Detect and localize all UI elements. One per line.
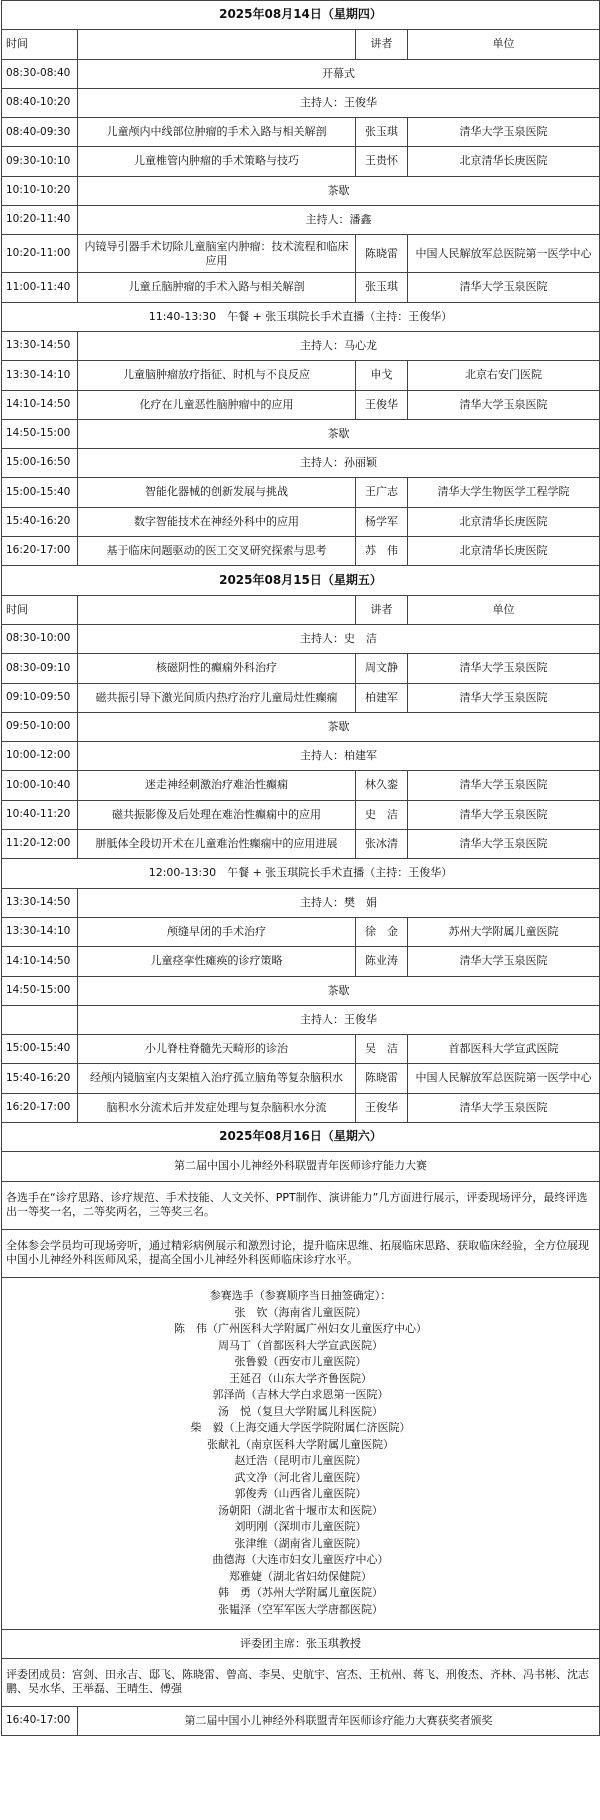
talk-time: 13:30-14:10 <box>2 361 78 390</box>
header-unit: 单位 <box>408 595 600 624</box>
participant-item: 郭俊秀（山西省儿童医院） <box>234 1487 367 1501</box>
participants-row <box>2 1277 600 1629</box>
talk-title: 儿童脑肿瘤放疗指征、时机与不良反应 <box>78 361 356 390</box>
header-unit: 单位 <box>408 30 600 59</box>
session-time: 08:30-10:00 <box>2 624 78 653</box>
talk-speaker: 吴 洁 <box>356 1035 408 1064</box>
talk-title: 经颅内镜脑室内支架植入治疗孤立脑角等复杂脑积水 <box>78 1064 356 1093</box>
talk-unit: 北京清华长庚医院 <box>408 507 600 536</box>
talk-row <box>2 771 600 800</box>
competition-title-row <box>2 1152 600 1181</box>
talk-time: 10:20-11:00 <box>2 235 78 273</box>
talk-speaker: 张冰清 <box>356 830 408 859</box>
session-row <box>2 419 600 448</box>
session-row <box>2 88 600 117</box>
talk-speaker: 陈晓雷 <box>356 235 408 273</box>
session-row <box>2 59 600 88</box>
talk-unit: 清华大学玉泉医院 <box>408 273 600 302</box>
talk-title: 数字智能技术在神经外科中的应用 <box>78 507 356 536</box>
talk-speaker: 张玉琪 <box>356 118 408 147</box>
talk-time: 10:40-11:20 <box>2 800 78 829</box>
participant-item: 武文净（河北省儿童医院） <box>234 1470 367 1484</box>
talk-row <box>2 1093 600 1122</box>
participant-item: 柴 毅（上海交通大学医学院附属仁济医院） <box>190 1421 411 1435</box>
talk-title: 磁共振引导下激光间质内热疗治疗儿童局灶性癫痫 <box>78 683 356 712</box>
judge-chair-row <box>2 1629 600 1658</box>
participant-item: 张 钦（海南省儿童医院） <box>234 1305 367 1319</box>
talk-title: 儿童椎管内肿瘤的手术策略与技巧 <box>78 147 356 176</box>
competition-desc-row <box>2 1229 600 1277</box>
talk-row <box>2 1035 600 1064</box>
session-time: 15:00-16:50 <box>2 449 78 478</box>
talk-time: 10:00-10:40 <box>2 771 78 800</box>
session-text: 主持人：柏建军 <box>78 742 600 771</box>
day-date: 2025年08月16日（星期六） <box>2 1122 600 1151</box>
session-text: 主持人：孙丽颖 <box>78 449 600 478</box>
talk-time: 09:10-09:50 <box>2 683 78 712</box>
talk-time: 08:30-09:10 <box>2 654 78 683</box>
talk-title: 儿童颅内中线部位肿瘤的手术入路与相关解剖 <box>78 118 356 147</box>
participant-item: 曲德海（大连市妇女儿童医疗中心） <box>212 1553 389 1567</box>
session-text: 开幕式 <box>78 59 600 88</box>
session-time: 10:20-11:40 <box>2 206 78 235</box>
participants-header: 参赛选手（参赛顺序当日抽签确定）： <box>209 1289 392 1303</box>
talk-speaker: 苏 伟 <box>356 537 408 566</box>
judges-row <box>2 1658 600 1706</box>
talk-row <box>2 273 600 302</box>
session-text: 茶歇 <box>78 176 600 205</box>
talk-unit: 清华大学玉泉医院 <box>408 800 600 829</box>
talk-unit: 首都医科大学宣武医院 <box>408 1035 600 1064</box>
session-row <box>2 449 600 478</box>
talk-time: 14:10-14:50 <box>2 390 78 419</box>
talk-row <box>2 507 600 536</box>
participants-cell <box>2 1277 600 1629</box>
schedule-table <box>1 0 600 1736</box>
talk-time: 15:40-16:20 <box>2 1064 78 1093</box>
talk-title: 小儿脊柱脊髓先天畸形的诊治 <box>78 1035 356 1064</box>
session-row <box>2 712 600 741</box>
talk-title: 胼胝体全段切开术在儿童难治性癫痫中的应用进展 <box>78 830 356 859</box>
talk-unit: 清华大学玉泉医院 <box>408 654 600 683</box>
talk-speaker: 林久銮 <box>356 771 408 800</box>
session-time: 08:40-10:20 <box>2 88 78 117</box>
session-row <box>2 976 600 1005</box>
talk-time: 15:00-15:40 <box>2 478 78 507</box>
participant-item: 汤朝阳（湖北省十堰市太和医院） <box>218 1503 383 1517</box>
talk-time: 14:10-14:50 <box>2 947 78 976</box>
session-text: 茶歇 <box>78 976 600 1005</box>
header-time: 时间 <box>2 595 78 624</box>
talk-row <box>2 235 600 273</box>
talk-unit: 清华大学玉泉医院 <box>408 390 600 419</box>
talk-speaker: 陈晓雷 <box>356 1064 408 1093</box>
talk-unit: 清华大学玉泉医院 <box>408 1093 600 1122</box>
header-speaker: 讲者 <box>356 595 408 624</box>
talk-speaker: 杨学军 <box>356 507 408 536</box>
session-text: 主持人：马心龙 <box>78 331 600 360</box>
talk-speaker: 陈业涛 <box>356 947 408 976</box>
talk-unit: 清华大学玉泉医院 <box>408 683 600 712</box>
award-time: 16:40-17:00 <box>2 1706 78 1735</box>
participant-item: 张献礼（南京医科大学附属儿童医院） <box>207 1437 394 1451</box>
session-row <box>2 888 600 917</box>
session-text: 主持人：史 洁 <box>78 624 600 653</box>
talk-title: 智能化器械的创新发展与挑战 <box>78 478 356 507</box>
talk-speaker: 王俊华 <box>356 1093 408 1122</box>
day-date-row <box>2 566 600 595</box>
talk-title: 基于临床问题驱动的医工交叉研究探索与思考 <box>78 537 356 566</box>
session-time: 14:50-15:00 <box>2 419 78 448</box>
audience-desc: 全体参会学员均可现场旁听，通过精彩病例展示和激烈讨论，提升临床思维、拓展临床思路、获取临床经验，全方位展现中国小儿神经外科医师风采，提高全国小儿神经外科医师临床诊疗水平。 <box>2 1229 600 1277</box>
talk-title: 内镜导引器手术切除儿童脑室内肿瘤：技术流程和临床应用 <box>78 235 356 273</box>
talk-unit: 北京清华长庚医院 <box>408 147 600 176</box>
talk-speaker: 周文静 <box>356 654 408 683</box>
session-text: 茶歇 <box>78 712 600 741</box>
session-time: 13:30-14:50 <box>2 888 78 917</box>
talk-unit: 中国人民解放军总医院第一医学中心 <box>408 235 600 273</box>
participant-item: 刘明刚（深圳市儿童医院） <box>234 1520 367 1534</box>
talk-unit: 清华大学玉泉医院 <box>408 947 600 976</box>
table-header-row <box>2 595 600 624</box>
talk-unit: 清华大学玉泉医院 <box>408 118 600 147</box>
header-title <box>78 595 356 624</box>
talk-unit: 清华大学玉泉医院 <box>408 830 600 859</box>
talk-row <box>2 537 600 566</box>
session-row <box>2 331 600 360</box>
lunch-text: 11:40-13:30 午餐 + 张玉琪院长手术直播（主持：王俊华） <box>2 302 600 331</box>
participant-item: 汤 悦（复旦大学附属儿科医院） <box>218 1404 383 1418</box>
talk-time: 16:20-17:00 <box>2 1093 78 1122</box>
talk-title: 颅缝早闭的手术治疗 <box>78 917 356 946</box>
talk-row <box>2 683 600 712</box>
header-time: 时间 <box>2 30 78 59</box>
talk-row <box>2 147 600 176</box>
participant-item: 郑雅婕（湖北省妇幼保健院） <box>229 1569 372 1583</box>
award-text: 第二届中国小儿神经外科联盟青年医师诊疗能力大赛获奖者颁奖 <box>78 1706 600 1735</box>
session-row <box>2 624 600 653</box>
talk-speaker: 王俊华 <box>356 390 408 419</box>
talk-speaker: 张玉琪 <box>356 273 408 302</box>
lunch-text: 12:00-13:30 午餐 + 张玉琪院长手术直播（主持：王俊华） <box>2 859 600 888</box>
session-row <box>2 742 600 771</box>
talk-row <box>2 361 600 390</box>
talk-title: 儿童丘脑肿瘤的手术入路与相关解剖 <box>78 273 356 302</box>
participant-item: 陈 伟（广州医科大学附属广州妇女儿童医疗中心） <box>174 1322 427 1336</box>
session-time: 10:00-12:00 <box>2 742 78 771</box>
participant-item: 王延召（山东大学齐鲁医院） <box>229 1371 372 1385</box>
talk-row <box>2 118 600 147</box>
talk-row <box>2 830 600 859</box>
day-date-row <box>2 1 600 30</box>
talk-speaker: 史 洁 <box>356 800 408 829</box>
talk-title: 脑积水分流术后并发症处理与复杂脑积水分流 <box>78 1093 356 1122</box>
session-row <box>2 206 600 235</box>
day-date: 2025年08月15日（星期五） <box>2 566 600 595</box>
talk-time: 11:20-12:00 <box>2 830 78 859</box>
participant-item: 赵迁浩（昆明市儿童医院） <box>234 1454 367 1468</box>
talk-speaker: 王广志 <box>356 478 408 507</box>
header-title <box>78 30 356 59</box>
competition-title: 第二届中国小儿神经外科联盟青年医师诊疗能力大赛 <box>2 1152 600 1181</box>
session-text: 主持人：王俊华 <box>78 1005 600 1034</box>
talk-title: 迷走神经刺激治疗难治性癫痫 <box>78 771 356 800</box>
session-time: 08:30-08:40 <box>2 59 78 88</box>
talk-row <box>2 1064 600 1093</box>
talk-speaker: 徐 金 <box>356 917 408 946</box>
session-row <box>2 1005 600 1034</box>
talk-unit: 中国人民解放军总医院第一医学中心 <box>408 1064 600 1093</box>
participant-item: 周马丁（首都医科大学宣武医院） <box>218 1338 383 1352</box>
talk-row <box>2 390 600 419</box>
award-row <box>2 1706 600 1735</box>
talk-time: 08:40-09:30 <box>2 118 78 147</box>
lunch-row <box>2 302 600 331</box>
session-time: 14:50-15:00 <box>2 976 78 1005</box>
talk-unit: 清华大学玉泉医院 <box>408 771 600 800</box>
talk-unit: 北京右安门医院 <box>408 361 600 390</box>
judges-list: 评委团成员：宫剑、田永吉、邸飞、陈晓雷、曾高、李昊、史航宇、宫杰、王杭州、蒋飞、刑俊杰、齐林、冯书彬、沈志鹏、吴水华、王举磊、王晴生、傅强 <box>2 1658 600 1706</box>
talk-title: 化疗在儿童恶性脑肿瘤中的应用 <box>78 390 356 419</box>
participant-item: 郭泽尚（吉林大学白求恩第一医院） <box>212 1388 389 1402</box>
session-row <box>2 176 600 205</box>
talk-speaker: 柏建军 <box>356 683 408 712</box>
header-speaker: 讲者 <box>356 30 408 59</box>
session-time: 13:30-14:50 <box>2 331 78 360</box>
session-time: 10:10-10:20 <box>2 176 78 205</box>
participant-item: 张鲁毅（西安市儿童医院） <box>234 1355 367 1369</box>
talk-unit: 苏州大学附属儿童医院 <box>408 917 600 946</box>
talk-speaker: 王贵怀 <box>356 147 408 176</box>
talk-title: 儿童痉挛性瘫痪的诊疗策略 <box>78 947 356 976</box>
competition-desc-row <box>2 1181 600 1229</box>
talk-time: 15:00-15:40 <box>2 1035 78 1064</box>
day-date-row <box>2 1122 600 1151</box>
talk-unit: 清华大学生物医学工程学院 <box>408 478 600 507</box>
schedule-body <box>2 1 600 1736</box>
session-text: 主持人：王俊华 <box>78 88 600 117</box>
talk-time: 15:40-16:20 <box>2 507 78 536</box>
participant-item: 张津维（湖南省儿童医院） <box>234 1536 367 1550</box>
judge-chair: 评委团主席：张玉琪教授 <box>2 1629 600 1658</box>
talk-row <box>2 947 600 976</box>
session-text: 主持人：樊 娟 <box>78 888 600 917</box>
talk-title: 核磁阴性的癫痫外科治疗 <box>78 654 356 683</box>
talk-row <box>2 478 600 507</box>
talk-time: 11:00-11:40 <box>2 273 78 302</box>
lunch-row <box>2 859 600 888</box>
talk-time: 09:30-10:10 <box>2 147 78 176</box>
talk-unit: 北京清华长庚医院 <box>408 537 600 566</box>
talk-row <box>2 917 600 946</box>
participant-item: 韩 勇（苏州大学附属儿童医院） <box>218 1586 383 1600</box>
talk-time: 13:30-14:10 <box>2 917 78 946</box>
talk-time: 16:20-17:00 <box>2 537 78 566</box>
talk-row <box>2 800 600 829</box>
talk-title: 磁共振影像及后处理在难治性癫痫中的应用 <box>78 800 356 829</box>
participant-item: 张韫泽（空军军医大学唐都医院） <box>218 1602 383 1616</box>
table-header-row <box>2 30 600 59</box>
competition-desc: 各选手在“诊疗思路、诊疗规范、手术技能、人文关怀、PPT制作、演讲能力”几方面进行展示，评委现场评分，最终评选出一等奖一名，二等奖两名，三等奖三名。 <box>2 1181 600 1229</box>
day-date: 2025年08月14日（星期四） <box>2 1 600 30</box>
session-text: 主持人：潘鑫 <box>78 206 600 235</box>
session-time: 09:50-10:00 <box>2 712 78 741</box>
talk-speaker: 申戈 <box>356 361 408 390</box>
talk-row <box>2 654 600 683</box>
session-time <box>2 1005 78 1034</box>
session-text: 茶歇 <box>78 419 600 448</box>
